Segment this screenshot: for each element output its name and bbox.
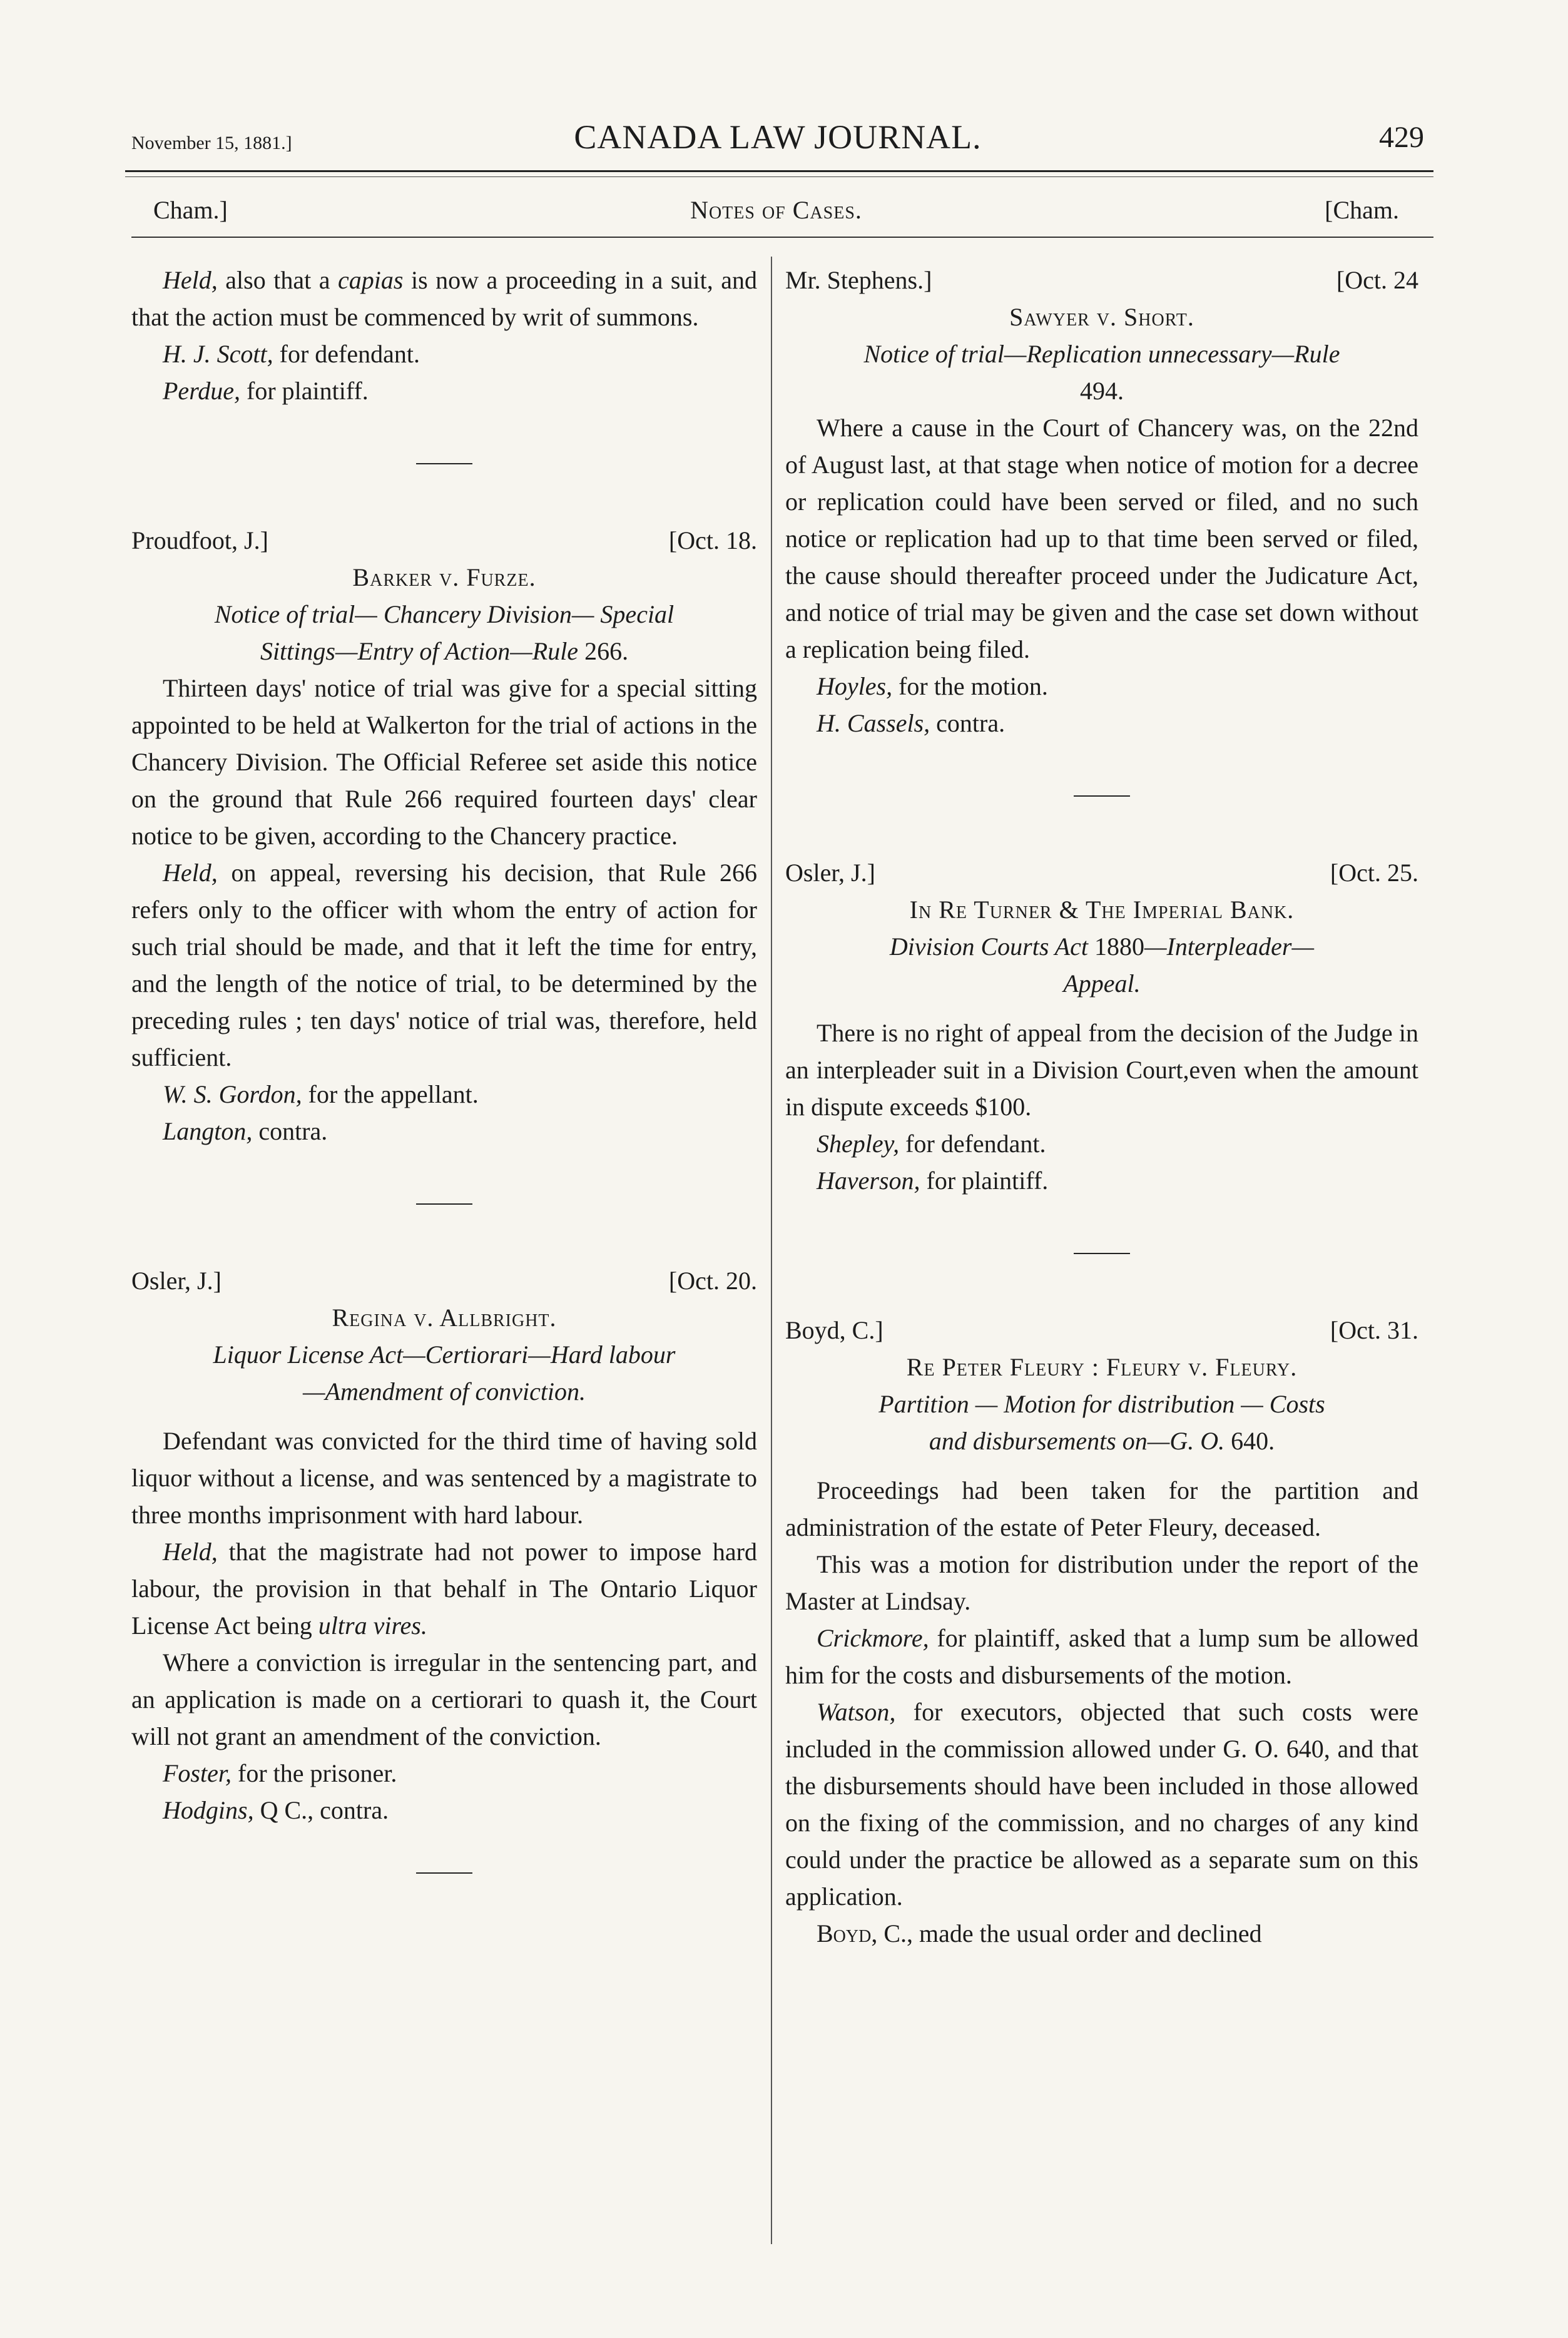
judge-line: Proudfoot, J.] [Oct. 18. xyxy=(131,526,757,554)
page-number: 429 xyxy=(1379,121,1424,154)
case-title: In Re Turner & The Imperial Bank. xyxy=(909,896,1295,924)
headnote: Notice of trial— Chancery Division— Special Sittings—Entry of Action—Rule 266. xyxy=(214,600,675,665)
case-sawyer-v-short xyxy=(785,262,1418,742)
case-regina-v-allbright xyxy=(131,1262,757,1829)
issue-date: November 15, 1881.] xyxy=(131,133,292,153)
left-column xyxy=(131,262,757,1931)
counsel-line: Langton, contra. xyxy=(163,1117,328,1145)
journal-title: CANADA LAW JOURNAL. xyxy=(574,118,982,156)
section-right: [Cham. xyxy=(1325,196,1399,224)
holding-paragraph: Held, that the magistrate had not power to impose hard labour, the provision in that behalf in The Ontario Liquor License Act being ultra vires. xyxy=(131,1538,757,1640)
counsel-line: Hodgins, Q C., contra. xyxy=(163,1796,389,1824)
right-column xyxy=(785,262,1418,1952)
counsel-line: Haverson, for plaintiff. xyxy=(817,1166,1049,1195)
counsel-line: Shepley, for defendant. xyxy=(817,1130,1046,1158)
counsel-line: Perdue, for plaintiff. xyxy=(163,377,369,405)
decision-paragraph: Boyd, C., made the usual order and declined xyxy=(817,1919,1262,1947)
case-title: Barker v. Furze. xyxy=(352,563,536,591)
case-separator xyxy=(416,1203,472,1205)
continued-holding: Held, also that a capias is now a proceeding in a suit, and that the action must be commenced by writ of summons. xyxy=(131,266,757,331)
case-separator xyxy=(1074,795,1130,797)
case-separator xyxy=(416,1872,472,1874)
headnote: Notice of trial—Replication unnecessary—Rule 494. xyxy=(863,340,1340,405)
case-separator xyxy=(1074,1253,1130,1254)
facts-paragraph: There is no right of appeal from the decision of the Judge in an interpleader suit in a Division Court,even when the amount in dispute exceeds $100. xyxy=(785,1019,1418,1121)
counsel-line: Hoyles, for the motion. xyxy=(817,672,1048,700)
rule-paragraph: Where a conviction is irregular in the sentencing part, and an application is made on a certiorari to quash it, the Court will not grant an amendment of the conviction. xyxy=(131,1648,757,1750)
case-re-peter-fleury xyxy=(785,1312,1418,1952)
page-header xyxy=(131,118,1424,161)
holding-paragraph: Held, on appeal, reversing his decision, that Rule 266 refers only to the officer with whom the entry of action for such trial should be made, and that it left the time for entry, and the length of the notice of trial, to be determined by the preceding rules ; ten days' notice of trial was, therefore, held sufficient. xyxy=(131,859,757,1071)
column-divider xyxy=(771,257,772,2244)
section-title: Notes of Cases. xyxy=(690,196,862,224)
facts-paragraph: Defendant was convicted for the third time of having sold liquor without a license, and was sentenced by a magistrate to three months imprisonment with hard labour. xyxy=(131,1427,757,1529)
header-rule xyxy=(125,170,1433,172)
counsel-line: H. Cassels, contra. xyxy=(817,709,1005,737)
section-bar xyxy=(153,195,1399,227)
counsel-line: Foster, for the prisoner. xyxy=(163,1759,397,1787)
counsel-line: H. J. Scott, for defendant. xyxy=(163,340,420,368)
case-barker-v-furze xyxy=(131,522,757,1150)
case-title: Sawyer v. Short. xyxy=(1009,303,1194,331)
section-left: Cham.] xyxy=(153,196,228,224)
judge-line: Boyd, C.] [Oct. 31. xyxy=(785,1316,1418,1344)
headnote: Partition — Motion for distribution — Costs and disbursements on—G. O. 640. xyxy=(878,1390,1325,1455)
case-separator xyxy=(416,463,472,464)
case-title: Re Peter Fleury : Fleury v. Fleury. xyxy=(906,1353,1298,1381)
executors-argument: Watson, for executors, objected that such costs were included in the commission allowed under G. O. 640, and that the disbursements should have been included in those allowed on the fixing of the commission, and no charges of any kind could under the practice be allowed as a separate sum on this application. xyxy=(785,1698,1418,1911)
plaintiff-argument: Crickmore, for plaintiff, asked that a lump sum be allowed him for the costs and disbursements of the motion. xyxy=(785,1624,1418,1689)
section-rule xyxy=(131,237,1433,238)
counsel-line: W. S. Gordon, for the appellant. xyxy=(163,1080,479,1108)
facts-paragraph: Where a cause in the Court of Chancery was, on the 22nd of August last, at that stage when notice of motion for a decree or replication could have been served or filed, and no such notice or replication had up to that time been served or filed, the cause should thereafter proceed under the Judicature Act, and notice of trial may be given and the case set down without a replication being filed. xyxy=(785,414,1418,663)
facts-paragraph: Thirteen days' notice of trial was give for a special sitting appointed to be held at Walkerton for the trial of actions in the Chancery Division. The Official Referee set aside this notice on the ground that Rule 266 required fourteen days' clear notice to be given, according to the Chancery practice. xyxy=(131,674,757,850)
judge-line: Osler, J.] [Oct. 25. xyxy=(785,859,1418,887)
headnote: Division Courts Act 1880—Interpleader— Appeal. xyxy=(889,932,1315,998)
motion-paragraph: This was a motion for distribution under the report of the Master at Lindsay. xyxy=(785,1550,1418,1615)
judge-line: Osler, J.] [Oct. 20. xyxy=(131,1267,757,1295)
facts-paragraph: Proceedings had been taken for the partition and administration of the estate of Peter Fleury, deceased. xyxy=(785,1476,1418,1541)
headnote: Liquor License Act—Certiorari—Hard labour —Amendment of conviction. xyxy=(213,1340,676,1406)
case-title: Regina v. Allbright. xyxy=(332,1304,557,1332)
judge-line: Mr. Stephens.] [Oct. 24 xyxy=(785,266,1418,294)
header-rule-thin xyxy=(125,176,1433,177)
case-in-re-turner xyxy=(785,854,1418,1199)
